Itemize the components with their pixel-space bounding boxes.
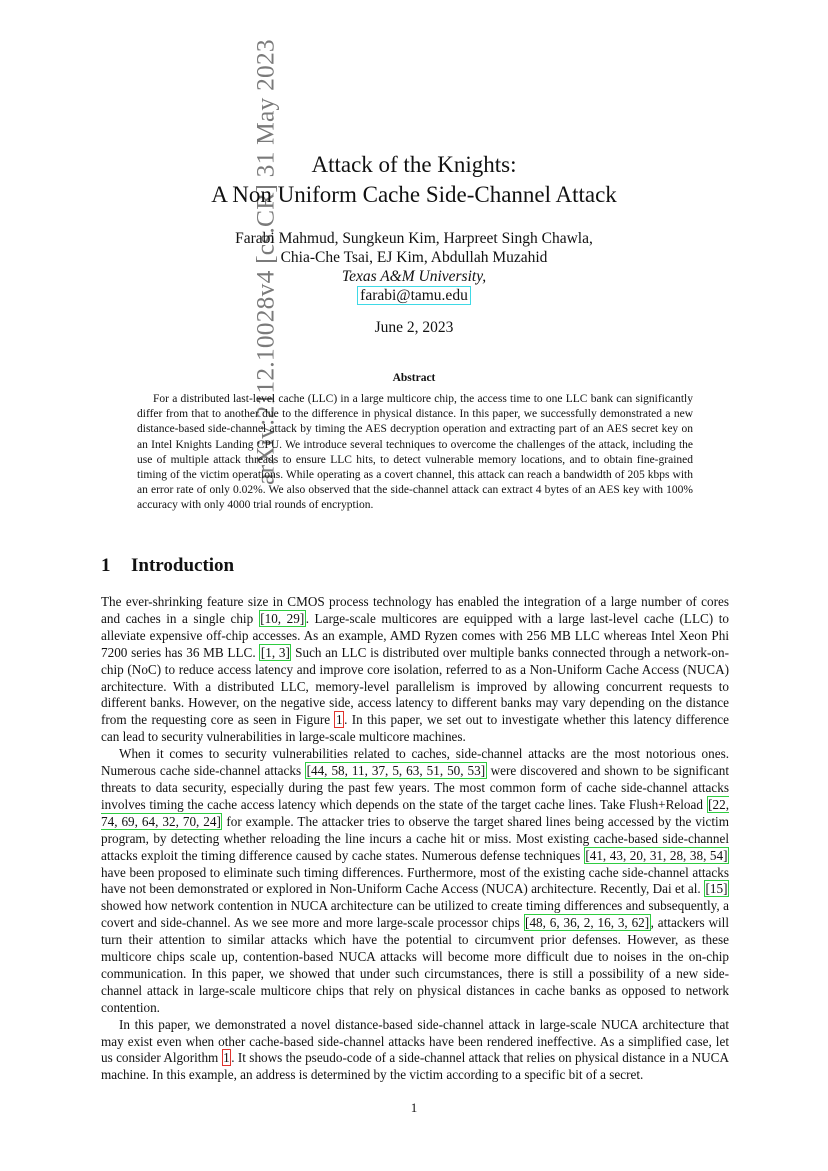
email-link[interactable]: farabi@tamu.edu — [357, 286, 471, 305]
text-run: When it comes to security vulnerabilities related to caches, side-channel attacks are the most notorious ones. Numerous cache side-channel attacks — [101, 746, 729, 779]
title-line-1: Attack of the Knights: — [311, 152, 517, 177]
author-block — [100, 229, 728, 305]
paper-title — [100, 150, 728, 210]
citation-link[interactable]: [44, 58, 11, 37, 5, 63, 51, 50, 53] — [306, 763, 486, 779]
section-number: 1 — [101, 555, 111, 576]
paper-date: June 2, 2023 — [374, 319, 454, 336]
citation-link[interactable]: [41, 43, 20, 31, 28, 38, 54] — [585, 847, 728, 863]
section-heading — [101, 555, 234, 577]
citation-link[interactable]: [48, 6, 36, 2, 16, 3, 62] — [525, 915, 650, 931]
title-line-2: A Non Uniform Cache Side-Channel Attack — [211, 182, 617, 207]
citation-link[interactable]: [10, 29] — [260, 610, 305, 626]
citation-link[interactable]: [22, 74, 69, 64, 32, 70, 24] — [101, 796, 729, 829]
text-run: . Large-scale multicores are equipped with a large last-level cache (LLC) to alleviate expensive off-chip accesses. As an example, AMD Ryzen comes with 256 MB LLC whereas Intel Xeon Phi 7200 series has 36 MB LLC. — [101, 610, 729, 660]
text-run: for example. The attacker tries to observe the target shared lines being accessed by the victim program, by detecting whether reloading the line incurs a cache hit or miss. Most existing cache-based side-channel attacks exploit the timing difference caused by cache states. Numerous defense techniques — [101, 813, 729, 863]
text-run: The ever-shrinking feature size in CMOS process technology has enabled the integration of a large number of cores and caches in a single chip — [101, 594, 729, 626]
paragraph — [101, 594, 729, 746]
text-run: showed how network contention in NUCA architecture can be utilized to create timing differences and subsequently, a covert and side-channel. As we see more and more large-scale processor chips — [101, 898, 729, 931]
paragraph — [101, 1017, 729, 1085]
text-run: have been proposed to eliminate such timing differences. Furthermore, most of the existing cache side-channel attacks have not been demonstrated or explored in Non-Uniform Cache Access (NUCA) architecture. Recently, Dai et al. — [101, 864, 729, 897]
authors-line-2: Chia-Che Tsai, EJ Kim, Abdullah Muzahid — [280, 249, 548, 266]
affiliation: Texas A&M University, — [341, 268, 487, 285]
text-run: . It shows the pseudo-code of a side-channel attack that relies on physical distance in a NUCA machine. In this example, an address is determined by the victim according to a specific bit of a secret. — [101, 1050, 730, 1083]
abstract-heading: Abstract — [392, 372, 436, 384]
text-run: were discovered and shown to be significant threats to data security, especially during the past few years. The most common form of cache side-channel attacks involves timing the cache access latency which depends on the state of the target cache lines. Take Flush+Reload — [101, 763, 730, 812]
page-number: 1 — [410, 1100, 418, 1115]
paragraph — [101, 746, 729, 1017]
section-title: Introduction — [131, 555, 235, 576]
citation-link[interactable]: [1, 3] — [260, 644, 290, 660]
text-run: . In this paper, we set out to investigate whether this latency difference can lead to security vulnerabilities in large-scale multicore machines. — [101, 712, 729, 745]
algorithm-link[interactable]: 1 — [223, 1050, 230, 1066]
text-run: , attackers will turn their attention to similar attacks which have the potential to circumvent prior defenses. However, as these multicore chips scale up, contention-based NUCA attacks will become more difficult due to noises in the on-chip communication. In this paper, we showed that under such circumstances, there is still a possibility of a new side-channel attack in large-scale multicore chips that rely on physical distances in cache banks as opposed to network contention. — [101, 915, 729, 1015]
arxiv-sidebar — [18, 355, 54, 850]
text-run: Such an LLC is distributed over multiple banks connected through a network-on-chip (NoC) to reduce access latency and improve core isolation, referred to as a Non-Uniform Cache Access (NUCA) architecture. With a distributed LLC, memory-level parallelism is improved by allowing concurrent requests to different banks. However, on the negative side, access latency to different banks may vary depending on the distance from the requesting core as seen in Figure — [101, 644, 729, 728]
text-run: In this paper, we demonstrated a novel distance-based side-channel attack in large-scale NUCA architecture that may exist even when other cache-based side-channel attacks have been rendered ineffective. As a simplified case, let us consider Algorithm — [101, 1016, 729, 1066]
arxiv-identifier: arXiv:2112.10028v4 [cs.CR] 31 May 2023 — [250, 39, 280, 485]
body-text — [101, 594, 729, 1084]
citation-link[interactable]: [15] — [705, 881, 728, 897]
figure-link[interactable]: 1 — [335, 712, 343, 728]
authors-line-1: Farabi Mahmud, Sungkeun Kim, Harpreet Singh Chawla, — [235, 230, 593, 247]
abstract-text: For a distributed last-level cache (LLC) in a large multicore chip, the access time to one LLC bank can significantly differ from that to another due to the difference in physical distance. In this paper, we successfully demonstrated a new distance-based side-channel attack by timing the AES decryption operation and extracting part of an AES secret key on an Intel Knights Landing CPU. We introduce several techniques to overcome the challenges of the attack, including the use of multiple attack threads to ensure LLC hits, to detect vulnerable memory locations, and to obtain fine-grained timing of the victim operations. While operating as a covert channel, this attack can reach a bandwidth of 205 kbps with an error rate of only 0.02%. We also observed that the side-channel attack can extract 4 bytes of an AES key with 100% accuracy with only 4000 trial rounds of encryption. — [137, 393, 693, 512]
